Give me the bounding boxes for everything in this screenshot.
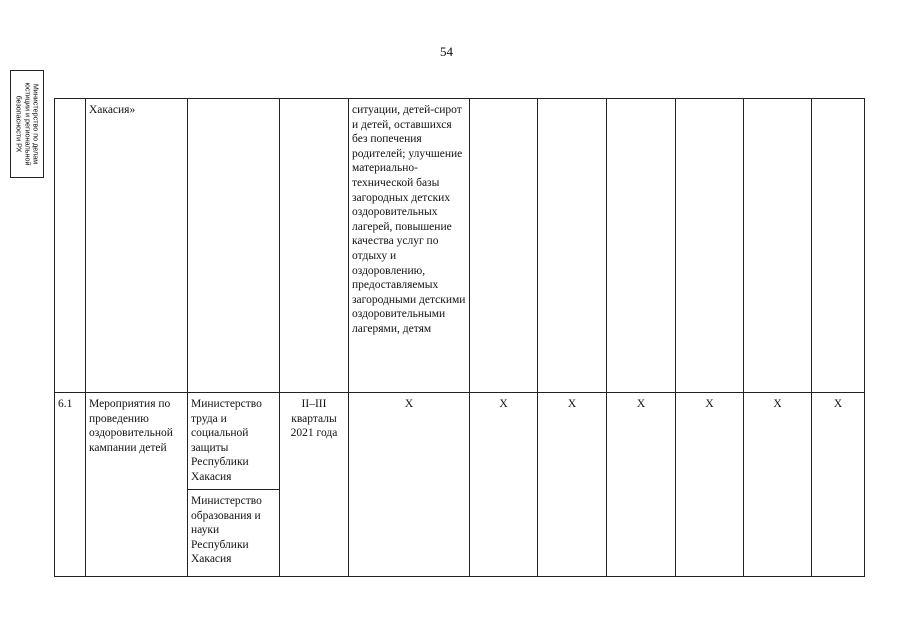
cell-mark: X — [470, 393, 538, 577]
cell-executor-2: Министерство образования и науки Республики Хакасия — [188, 490, 280, 577]
program-table — [54, 98, 865, 577]
cell-mark: X — [538, 393, 607, 577]
cell-mark: X — [744, 393, 812, 577]
page-number: 54 — [440, 44, 453, 59]
cell-empty — [812, 99, 865, 393]
cell-name: Хакасия» — [86, 99, 188, 393]
cell-result: ситуации, детей-сирот и детей, оставшихся без попечения родителей; улучшение материально-технической базы загородных детских оздоровительных лагерей, повышение качества услуг по отдыху и оздоровлению, предоставляемых загородными детскими оздоровительными лагерями, детям — [349, 99, 470, 393]
cell-period — [280, 99, 349, 393]
table-row-continuation — [55, 99, 865, 393]
table-row-6-1 — [55, 393, 865, 490]
cell-empty — [744, 99, 812, 393]
cell-executor — [188, 99, 280, 393]
cell-empty — [676, 99, 744, 393]
cell-mark: X — [349, 393, 470, 577]
cell-mark: X — [812, 393, 865, 577]
cell-period: II–III кварталы 2021 года — [280, 393, 349, 577]
cell-empty — [538, 99, 607, 393]
cell-mark: X — [607, 393, 676, 577]
stamp-text: Министерство по делам юстиции и региональной безопасности РХ — [14, 82, 41, 166]
cell-executor-1: Министерство труда и социальной защиты Республики Хакасия — [188, 393, 280, 490]
cell-mark: X — [676, 393, 744, 577]
cell-name: Мероприятия по проведению оздоровительной кампании детей — [86, 393, 188, 577]
cell-empty — [470, 99, 538, 393]
cell-number: 6.1 — [55, 393, 86, 577]
registration-stamp — [10, 70, 44, 178]
cell-empty — [607, 99, 676, 393]
cell-number — [55, 99, 86, 393]
